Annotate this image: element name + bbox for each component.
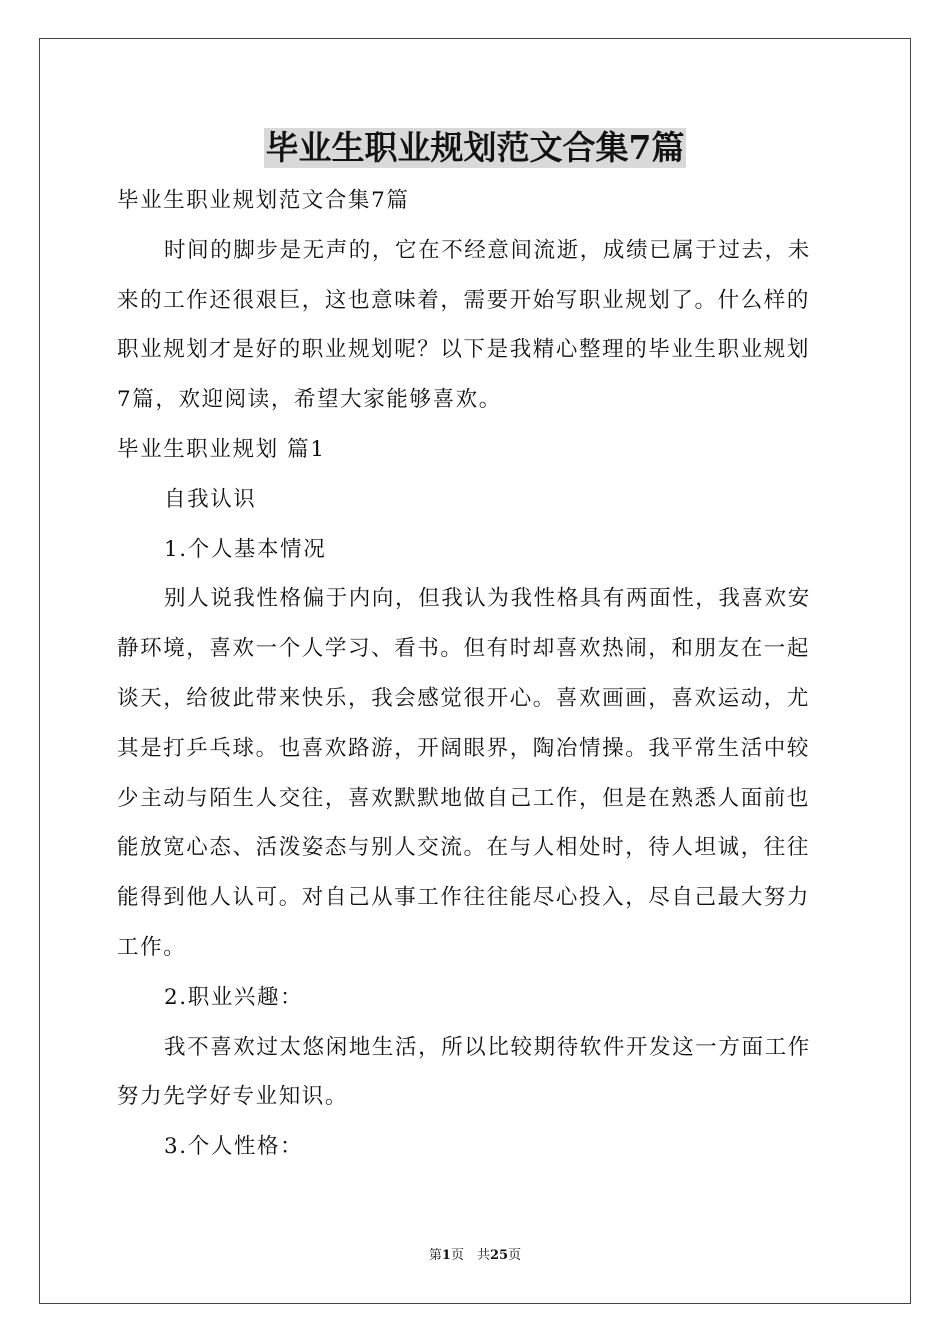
text-line: 3.个人性格： <box>164 1134 304 1160</box>
text-line: 其是打乒乓球。也喜欢路游，开阔眼界，陶冶情操。我平常生活中较 <box>117 735 811 761</box>
text-line: 时间的脚步是无声的，它在不经意间流逝，成绩已属于过去，未 <box>164 237 811 263</box>
title-container <box>0 128 950 168</box>
text-line: 努力先学好专业知识。 <box>117 1084 349 1110</box>
footer-current-page: 1 <box>441 1248 451 1263</box>
text-line: 毕业生职业规划 篇1 <box>117 436 326 462</box>
document-body <box>117 176 833 1172</box>
text-line: 别人说我性格偏于内向，但我认为我性格具有两面性，我喜欢安 <box>164 586 811 612</box>
text-line: 少主动与陌生人交往，喜欢默默地做自己工作，但是在熟悉人面前也 <box>117 785 811 811</box>
footer-page-prefix: 第 <box>428 1248 442 1263</box>
page-footer <box>0 1246 950 1266</box>
text-line: 来的工作还很艰巨，这也意味着，需要开始写职业规划了。什么样的 <box>117 287 811 313</box>
text-line: 职业规划才是好的职业规划呢？以下是我精心整理的毕业生职业规划 <box>117 337 811 363</box>
text-line: 2.职业兴趣： <box>164 984 304 1010</box>
text-line: 我不喜欢过太悠闲地生活，所以比较期待软件开发这一方面工作 <box>164 1034 811 1060</box>
footer-total-pages: 25 <box>489 1248 509 1263</box>
text-line: 谈天，给彼此带来快乐，我会感觉很开心。喜欢画画，喜欢运动，尤 <box>117 685 811 711</box>
footer-page-suffix: 页 <box>508 1248 522 1263</box>
text-line: 静环境，喜欢一个人学习、看书。但有时却喜欢热闹，和朋友在一起 <box>117 636 811 662</box>
text-line: 7篇，欢迎阅读，希望大家能够喜欢。 <box>117 387 502 413</box>
text-line: 自我认识 <box>164 486 257 512</box>
text-line: 毕业生职业规划范文合集7篇 <box>117 188 410 213</box>
text-line: 能得到他人认可。对自己从事工作往往能尽心投入，尽自己最大努力 <box>117 885 811 911</box>
text-line: 工作。 <box>117 934 187 960</box>
text-line: 能放宽心态、活泼姿态与别人交流。在与人相处时，待人坦诚，往往 <box>117 835 811 861</box>
footer-page-mid: 页 共 <box>450 1248 490 1263</box>
text-line: 1.个人基本情况 <box>164 536 327 562</box>
document-title: 毕业生职业规划范文合集7篇 <box>265 128 685 167</box>
